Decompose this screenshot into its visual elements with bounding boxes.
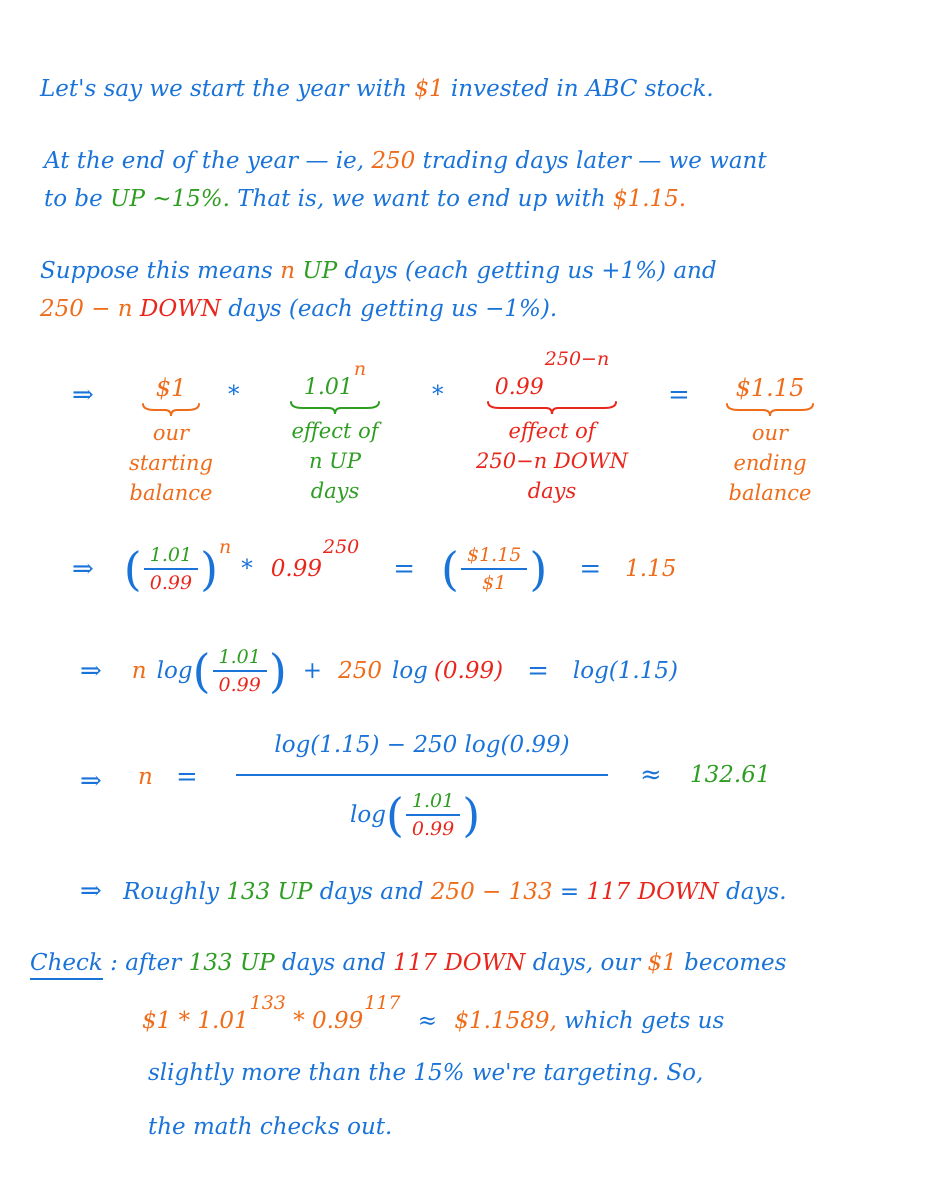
- up-days-count: 133: [188, 950, 233, 976]
- eq2: [72, 536, 677, 596]
- eq1-arrow: ⇒: [72, 380, 94, 410]
- intro-text: to be: [44, 186, 103, 212]
- implies-arrow: ⇒: [80, 876, 102, 906]
- eq1-term-down: [462, 348, 642, 506]
- equals-sign: =: [176, 762, 198, 792]
- equals-sign: =: [668, 380, 690, 410]
- label-effect-of: effect of: [508, 419, 596, 443]
- left-paren: (: [385, 788, 404, 842]
- approx-sign: ≈: [640, 760, 662, 790]
- underbrace: [141, 402, 201, 418]
- eq3: [80, 646, 678, 696]
- label-balance: balance: [129, 481, 213, 505]
- big-fraction-denominator: [350, 790, 480, 840]
- numerator: 1.01: [213, 646, 267, 672]
- target-amount: $1.15.: [612, 186, 687, 212]
- coefficient-250: 250: [338, 658, 382, 684]
- exponent-250-n: 250−n: [544, 348, 610, 370]
- equals-sign: =: [527, 656, 549, 686]
- check-line-3: slightly more than the 15% we're targeting. So,: [148, 1060, 704, 1086]
- label-days: days: [310, 479, 360, 503]
- eq1-term-end: [712, 374, 828, 508]
- n-result: 132.61: [690, 762, 771, 788]
- label-250-n-down: 250−n DOWN: [476, 449, 628, 473]
- suppose-text: days (each getting us −1%).: [228, 296, 558, 322]
- target-percent: UP ~15%.: [110, 186, 230, 212]
- amount-fraction: [461, 544, 527, 594]
- numerator: $1.15: [461, 544, 527, 570]
- intro-line-1: [40, 76, 714, 102]
- check-text: after: [125, 950, 182, 976]
- exponent-n: n: [219, 536, 232, 558]
- approx-sign: ≈: [417, 1008, 438, 1034]
- down-days-count: 117: [586, 879, 631, 905]
- equals-sign: =: [559, 879, 580, 905]
- right-paren: ): [268, 644, 287, 698]
- denominator: $1: [482, 572, 507, 594]
- eq5: [80, 876, 787, 906]
- up-word: UP: [239, 950, 275, 976]
- down-factor: 0.99: [270, 556, 322, 582]
- check-line-2: [142, 992, 725, 1034]
- left-paren: (: [441, 542, 459, 596]
- up-days-count: 133: [226, 879, 271, 905]
- exponent-n: n: [353, 358, 367, 380]
- exponent-133: 133: [249, 992, 286, 1014]
- log-word: log: [350, 802, 386, 828]
- plus-sign: +: [302, 658, 323, 684]
- var-n: n: [131, 658, 147, 684]
- log-argument: (0.99): [433, 658, 504, 684]
- log-rhs: log(1.15): [572, 658, 678, 684]
- start-amount: $1: [414, 76, 444, 102]
- right-paren: ): [462, 788, 481, 842]
- denominator: 0.99: [149, 572, 193, 594]
- ratio-fraction: [406, 790, 460, 840]
- intro-line-2: [44, 148, 767, 174]
- implies-arrow: ⇒: [72, 554, 94, 584]
- implies-arrow: ⇒: [80, 656, 102, 686]
- down-days-count: 117: [393, 950, 438, 976]
- check-line-1: [30, 950, 786, 976]
- log-word: log: [156, 658, 193, 684]
- label-our: our: [152, 421, 190, 445]
- exponent-250: 250: [322, 536, 360, 558]
- exponent-117: 117: [364, 992, 401, 1014]
- up-word: UP: [302, 258, 338, 284]
- ratio-fraction: [213, 646, 267, 696]
- right-paren: ): [529, 542, 548, 596]
- down-word: DOWN: [139, 296, 221, 322]
- label-days: days: [527, 479, 577, 503]
- implies-arrow: ⇒: [80, 766, 102, 796]
- check-math-1: $1 * 1.01: [142, 1008, 249, 1034]
- underbrace: [486, 400, 618, 416]
- big-fraction-numerator: log(1.15) − 250 log(0.99): [274, 732, 570, 758]
- down-word: DOWN: [444, 950, 526, 976]
- check-colon: :: [110, 950, 118, 976]
- down-factor: 0.99: [494, 375, 544, 400]
- label-balance: balance: [728, 481, 812, 505]
- eq5-text: days and: [319, 879, 424, 905]
- label-our: our: [751, 421, 789, 445]
- label-effect-of: effect of: [291, 419, 379, 443]
- down-count-expr: 250 − n: [40, 296, 133, 322]
- check-result: $1.1589,: [454, 1008, 557, 1034]
- suppose-line-1: [40, 258, 717, 284]
- check-text: days, our: [532, 950, 641, 976]
- check-line-4: the math checks out.: [148, 1114, 393, 1140]
- trading-days-count: 250: [371, 148, 416, 174]
- down-days-expr: 250 − 133: [430, 879, 553, 905]
- underbrace: [725, 402, 815, 418]
- check-label: Check: [30, 950, 103, 980]
- up-word: UP: [277, 879, 313, 905]
- var-n: n: [138, 764, 153, 790]
- eq1-start-amount: $1: [155, 374, 187, 402]
- denominator: 0.99: [218, 674, 261, 696]
- right-paren: ): [200, 542, 219, 596]
- log-word: log: [391, 658, 428, 684]
- denominator: 0.99: [411, 818, 455, 840]
- intro-line-3: [44, 186, 686, 212]
- multiply-sign: *: [432, 382, 444, 408]
- var-n: n: [280, 258, 296, 284]
- left-paren: (: [192, 644, 211, 698]
- eq1-term-up: [270, 358, 400, 506]
- suppose-text: days (each getting us +1%) and: [344, 258, 717, 284]
- label-starting: starting: [129, 451, 213, 475]
- eq5-text: days.: [726, 879, 787, 905]
- left-paren: (: [123, 542, 142, 596]
- ratio-result: 1.15: [625, 556, 677, 582]
- underbrace: [289, 400, 381, 416]
- fraction-bar: [236, 774, 608, 776]
- start-amount: $1: [647, 950, 677, 976]
- multiply-sign: *: [241, 556, 253, 582]
- suppose-text: Suppose this means: [40, 258, 273, 284]
- down-word: DOWN: [637, 879, 719, 905]
- check-text: days and: [282, 950, 386, 976]
- equals-sign: =: [579, 554, 602, 584]
- intro-text: That is, we want to end up with: [237, 186, 606, 212]
- end-amount: $1.15: [735, 374, 805, 402]
- equals-sign: =: [393, 554, 416, 584]
- label-ending: ending: [733, 451, 807, 475]
- up-factor: 1.01: [303, 375, 353, 400]
- suppose-line-2: [40, 296, 557, 322]
- intro-text: At the end of the year — ie,: [44, 148, 365, 174]
- intro-text: invested in ABC stock.: [450, 76, 714, 102]
- intro-text: Let's say we start the year with: [40, 76, 408, 102]
- eq1-term-start: [116, 374, 226, 508]
- multiply-sign: *: [228, 382, 240, 408]
- intro-text: trading days later — we want: [422, 148, 767, 174]
- check-math-2: * 0.99: [293, 1008, 364, 1034]
- label-n-up: n UP: [308, 449, 362, 473]
- numerator: 1.01: [144, 544, 198, 570]
- eq5-text: Roughly: [123, 879, 219, 905]
- numerator: 1.01: [406, 790, 460, 816]
- ratio-fraction: [144, 544, 198, 594]
- check-text: becomes: [684, 950, 787, 976]
- check-text: which gets us: [564, 1008, 725, 1034]
